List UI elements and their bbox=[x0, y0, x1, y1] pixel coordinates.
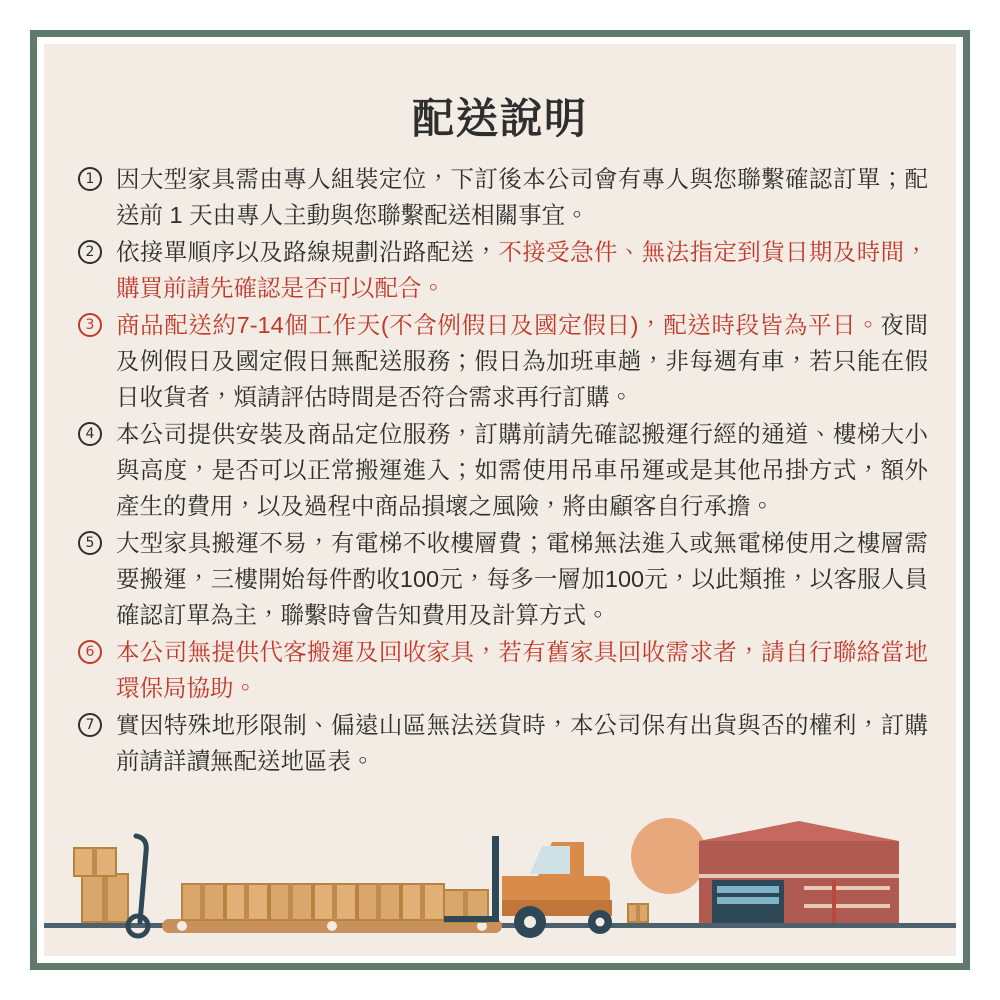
list-item-number: 4 bbox=[78, 422, 102, 446]
list-item-number: 3 bbox=[78, 313, 102, 337]
text-segment: 夜間及例假日及國定假日無配送服務；假日為加班車趟，非每週有車，若只能在假日收貨者，煩請評估時間是否符合需求再行訂購。 bbox=[116, 312, 929, 410]
hand-truck-icon bbox=[74, 836, 148, 936]
list-item-text bbox=[116, 307, 928, 415]
forklift-icon bbox=[444, 836, 612, 938]
list-item-text bbox=[116, 525, 928, 633]
text-segment: 實因特殊地形限制、偏遠山區無法送貨時，本公司保有出貨與否的權利，訂購前請詳讀無配送地區表。 bbox=[116, 712, 928, 774]
boxes-group bbox=[182, 884, 444, 920]
list-item-number: 5 bbox=[78, 531, 102, 555]
list-item bbox=[78, 234, 928, 306]
list-item-number: 2 bbox=[78, 240, 102, 264]
list-item bbox=[78, 161, 928, 233]
delivery-notes-list bbox=[78, 161, 928, 780]
frame-border-top bbox=[30, 30, 970, 37]
list-item bbox=[78, 307, 928, 415]
frame-border-bottom bbox=[30, 963, 970, 970]
list-item-text bbox=[116, 416, 928, 524]
text-segment: 本公司提供安裝及商品定位服務，訂購前請先確認搬運行經的通道、樓梯大小與高度，是否可以正常搬運進入；如需使用吊車吊運或是其他吊掛方式，額外產生的費用，以及過程中商品損壞之風險，將由顧客自行承擔。 bbox=[116, 421, 928, 519]
text-segment-highlight: 不接受急件、無法指定到貨日期及時間，購買前請先確認是否可以配合。 bbox=[116, 239, 929, 301]
list-item-text bbox=[116, 634, 928, 706]
list-item-number: 1 bbox=[78, 167, 102, 191]
warehouse-icon bbox=[699, 821, 899, 923]
list-item-text bbox=[116, 707, 928, 779]
list-item-text bbox=[116, 234, 928, 306]
text-segment-highlight: 本公司無提供代客搬運及回收家具，若有舊家具回收需求者，請自行聯絡當地環保局協助。 bbox=[116, 639, 928, 701]
logistics-illustration bbox=[44, 816, 956, 956]
list-item bbox=[78, 634, 928, 706]
sun-circle bbox=[631, 818, 707, 894]
list-item-text bbox=[116, 161, 928, 233]
text-segment-highlight: 商品配送約7-14個工作天(不含例假日及國定假日)，配送時段皆為平日。 bbox=[116, 312, 881, 338]
list-item-number: 7 bbox=[78, 713, 102, 737]
text-segment: 大型家具搬運不易，有電梯不收樓層費；電梯無法進入或無電梯使用之樓層需要搬運，三樓開始每件酌收100元，每多一層加100元，以此類推，以客服人員確認訂單為主，聯繫時會告知費用及計算方式。 bbox=[116, 530, 928, 628]
list-item bbox=[78, 525, 928, 633]
content-card bbox=[44, 44, 956, 956]
page-title: 配送說明 bbox=[411, 95, 588, 142]
text-segment: 因大型家具需由專人組裝定位，下訂後本公司會有專人與您聯繫確認訂單；配送前 1 天由專人主動與您聯繫配送相關事宜。 bbox=[116, 166, 928, 228]
text-segment: 依接單順序以及路線規劃沿路配送， bbox=[116, 239, 499, 265]
small-box-icon bbox=[628, 904, 648, 922]
list-item-number: 6 bbox=[78, 640, 102, 664]
frame-border-right bbox=[963, 30, 970, 970]
list-item bbox=[78, 707, 928, 779]
frame-border-left bbox=[30, 30, 37, 970]
list-item bbox=[78, 416, 928, 524]
